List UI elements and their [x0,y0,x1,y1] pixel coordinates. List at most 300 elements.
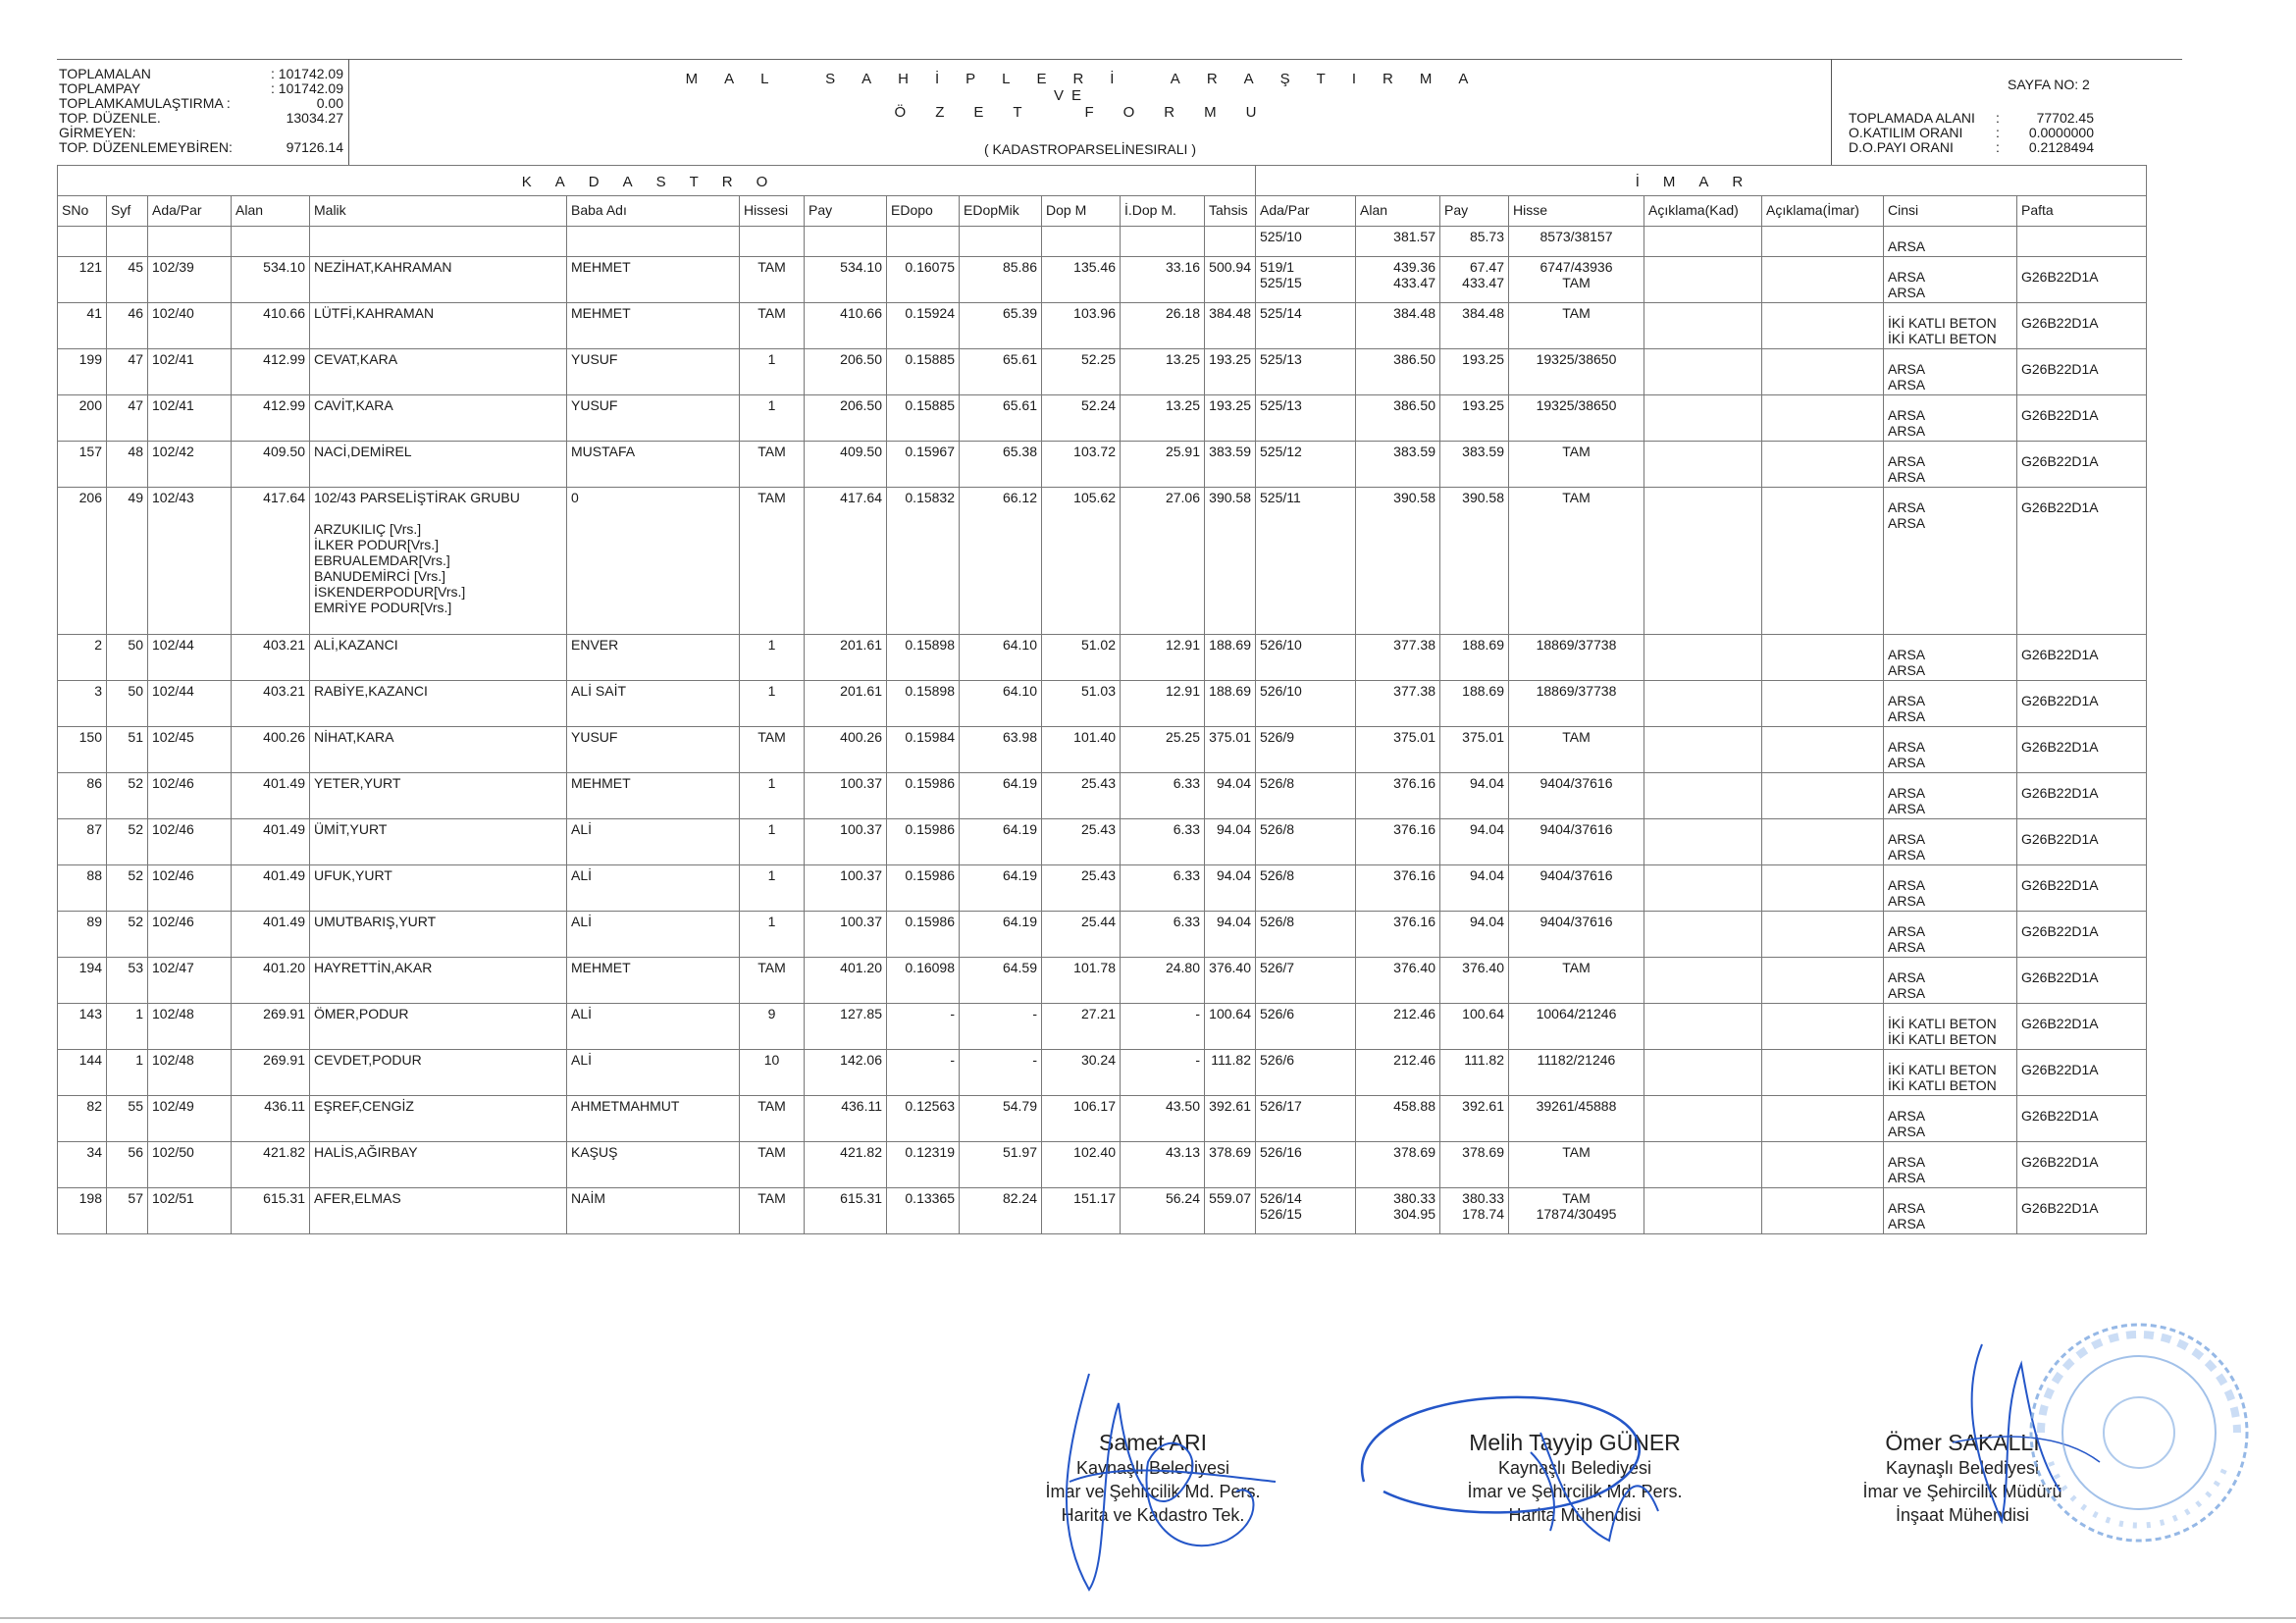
cell-edopmik: 65.61 [960,349,1042,395]
cell-hisse: TAM [740,958,805,1004]
column-header: Cinsi [1884,196,2017,227]
cell-cinsi: ARSA ARSA [1884,912,2017,958]
cell-aci [1762,257,1884,303]
imar-total-value: 77702.45 [2036,110,2094,126]
column-header: Baba Adı [567,196,740,227]
cell-dopm: 52.24 [1042,395,1121,442]
column-header: Hissesi [740,196,805,227]
cell-idop: 26.18 [1121,303,1205,349]
cell-i-pay: 94.04 [1440,819,1509,865]
cell-baba: MEHMET [567,958,740,1004]
cell-malik: AFER,ELMAS [310,1188,567,1234]
cell-edopmik: 66.12 [960,488,1042,635]
cell-cinsi: ARSA ARSA [1884,635,2017,681]
cell-i-adapar: 526/16 [1256,1142,1356,1188]
cell-syf: 50 [107,681,148,727]
cell-i-alan: 380.33 304.95 [1356,1188,1440,1234]
cell-edopo: 0.12563 [887,1096,960,1142]
cell-i-hisse: 10064/21246 [1509,1004,1644,1050]
cell-adapar: 102/50 [148,1142,232,1188]
cell-cinsi: ARSA ARSA [1884,727,2017,773]
title-line-1: MAL SAHİPLERİ ARAŞTIRMA [685,71,1495,87]
total-label: TOP. DÜZENLEMEYBİREN: [59,139,233,155]
cell-i-pay: 193.25 [1440,395,1509,442]
cell-i-adapar: 525/13 [1256,349,1356,395]
cell-i-alan: 376.40 [1356,958,1440,1004]
imar-section-header: İMAR [1256,166,2147,196]
cell-i-alan: 386.50 [1356,349,1440,395]
cell-syf: 55 [107,1096,148,1142]
signature-block-1 [1001,1429,1305,1527]
cell-i-hisse: 9404/37616 [1509,865,1644,912]
cell-i-pay: 100.64 [1440,1004,1509,1050]
cell-dopm: 30.24 [1042,1050,1121,1096]
cell-pay: 201.61 [805,635,887,681]
page-number: SAYFA NO: 2 [2008,77,2090,92]
cell-i-adapar: 525/11 [1256,488,1356,635]
cell-pafta: G26B22D1A [2017,727,2147,773]
column-header: Alan [232,196,310,227]
cell-baba: YUSUF [567,349,740,395]
cell-syf: 49 [107,488,148,635]
cell-cinsi: ARSA ARSA [1884,819,2017,865]
cell-adapar: 102/41 [148,349,232,395]
cell-edopmik: 63.98 [960,727,1042,773]
cell-hisse: TAM [740,257,805,303]
signer-line-1: Kaynaşlı Belediyesi [1497,1458,1652,1478]
cell-pafta: G26B22D1A [2017,1188,2147,1234]
column-header: Tahsis [1205,196,1256,227]
cell-i-pay: 94.04 [1440,865,1509,912]
title-block [348,59,1832,165]
table-row [58,1142,2147,1188]
cell-edopo: 0.15885 [887,349,960,395]
table-row [58,442,2147,488]
cell-malik: NİHAT,KARA [310,727,567,773]
cell-i-hisse: TAM [1509,1142,1644,1188]
cell-pay: 400.26 [805,727,887,773]
cell-i-adapar: 526/17 [1256,1096,1356,1142]
cell-adapar: 102/44 [148,635,232,681]
cell-edopmik: 51.97 [960,1142,1042,1188]
column-header: Malik [310,196,567,227]
cell-pay: 401.20 [805,958,887,1004]
cell-edopo: 0.16098 [887,958,960,1004]
cell-alan: 412.99 [232,395,310,442]
cell-cinsi: ARSA ARSA [1884,1142,2017,1188]
cell-ack [1644,727,1762,773]
cell-pafta: G26B22D1A [2017,958,2147,1004]
cell-dopm: 52.25 [1042,349,1121,395]
cell-dopm: 25.44 [1042,912,1121,958]
cell-idop: 12.91 [1121,681,1205,727]
cell-malik: HALİS,AĞIRBAY [310,1142,567,1188]
cell-i-adapar: 526/9 [1256,727,1356,773]
imar-total-row [1849,140,2094,155]
cell-hisse: 1 [740,349,805,395]
imar-total-value: 0.0000000 [2028,125,2094,140]
cell-hisse: TAM [740,303,805,349]
cell-hisse: 1 [740,773,805,819]
cell-idop: 6.33 [1121,912,1205,958]
cell-tahsis: 375.01 [1205,727,1256,773]
cell-dopm: 103.96 [1042,303,1121,349]
cell-i-adapar: 526/8 [1256,865,1356,912]
cell-i-pay: 384.48 [1440,303,1509,349]
column-header: Pay [805,196,887,227]
total-row [59,96,343,111]
cell-syf: 52 [107,773,148,819]
cell-cinsi: ARSA ARSA [1884,773,2017,819]
cell-i-hisse: 9404/37616 [1509,819,1644,865]
cell-pay: 436.11 [805,1096,887,1142]
cell-alan: 421.82 [232,1142,310,1188]
cell-cinsi: ARSA ARSA [1884,865,2017,912]
cell-dopm: 25.43 [1042,773,1121,819]
cell-sno: 194 [58,958,107,1004]
cell-dopm: 101.78 [1042,958,1121,1004]
cell-adapar: 102/44 [148,681,232,727]
table-row [58,1050,2147,1096]
cell-dopm: 102.40 [1042,1142,1121,1188]
total-label: TOPLAMKAMULAŞTIRMA : [59,95,231,111]
cell-edopo: 0.15986 [887,865,960,912]
cell-alan: 269.91 [232,1004,310,1050]
cell-i-alan: 383.59 [1356,442,1440,488]
cell-hisse: TAM [740,1142,805,1188]
column-header: İ.Dop M. [1121,196,1205,227]
cell-tahsis: 100.64 [1205,1004,1256,1050]
cell-malik: ÜMİT,YURT [310,819,567,865]
cell-tahsis: 94.04 [1205,773,1256,819]
cell-i-adapar: 526/6 [1256,1050,1356,1096]
cell-tahsis: 94.04 [1205,865,1256,912]
cell-i-alan: 381.57 [1356,227,1440,257]
cell-hisse: 9 [740,1004,805,1050]
cell-alan: 534.10 [232,257,310,303]
cell-aci [1762,349,1884,395]
signer-name: Samet ARI [1099,1430,1207,1455]
cell-aci [1762,958,1884,1004]
cell-ack [1644,227,1762,257]
cell-syf: 47 [107,349,148,395]
cell-baba: MEHMET [567,773,740,819]
colon: : [1996,139,2000,155]
cell-syf: 52 [107,819,148,865]
cell-alan: 401.49 [232,865,310,912]
cell-cinsi: ARSA ARSA [1884,349,2017,395]
cell-sno: 2 [58,635,107,681]
cell-pafta [2017,227,2147,257]
cell-aci [1762,681,1884,727]
cell-malik: CEVDET,PODUR [310,1050,567,1096]
cell-i-alan: 376.16 [1356,865,1440,912]
column-header: Pay [1440,196,1509,227]
cell-pay [805,227,887,257]
cell-i-pay: 392.61 [1440,1096,1509,1142]
cell-sno: 206 [58,488,107,635]
cell-sno: 157 [58,442,107,488]
cell-i-alan: 376.16 [1356,912,1440,958]
table-row [58,1188,2147,1234]
cell-cinsi: ARSA ARSA [1884,257,2017,303]
cell-edopmik: 65.39 [960,303,1042,349]
cell-i-adapar: 526/8 [1256,819,1356,865]
cell-sno: 3 [58,681,107,727]
table-row [58,303,2147,349]
cell-adapar: 102/43 [148,488,232,635]
cell-pafta: G26B22D1A [2017,681,2147,727]
cell-i-hisse: 19325/38650 [1509,395,1644,442]
cell-i-pay: 85.73 [1440,227,1509,257]
cell-i-alan: 384.48 [1356,303,1440,349]
cell-i-hisse: 18869/37738 [1509,681,1644,727]
cell-i-pay: 188.69 [1440,681,1509,727]
column-headers [58,196,2147,227]
cell-ack [1644,773,1762,819]
cell-baba: MEHMET [567,257,740,303]
cell-adapar: 102/46 [148,773,232,819]
cell-idop: 56.24 [1121,1188,1205,1234]
cell-edopmik: 82.24 [960,1188,1042,1234]
cell-i-hisse: 18869/37738 [1509,635,1644,681]
signature-block-2 [1413,1429,1737,1527]
signer-line-2: İmar ve Şehircilik Müdürü [1862,1482,2062,1501]
cell-idop: 6.33 [1121,773,1205,819]
cell-ack [1644,1050,1762,1096]
cell-syf [107,227,148,257]
cell-edopmik: - [960,1050,1042,1096]
cell-malik: ÖMER,PODUR [310,1004,567,1050]
cell-baba: ALİ [567,1004,740,1050]
cell-edopo: 0.15924 [887,303,960,349]
cell-edopo: 0.15967 [887,442,960,488]
column-header: EDopo [887,196,960,227]
total-row [59,111,343,140]
cell-i-pay: 111.82 [1440,1050,1509,1096]
cell-edopmik: 85.86 [960,257,1042,303]
table-row [58,349,2147,395]
cell-pafta: G26B22D1A [2017,1096,2147,1142]
cell-tahsis: 193.25 [1205,395,1256,442]
cell-baba: YUSUF [567,727,740,773]
cell-i-alan: 377.38 [1356,635,1440,681]
cell-dopm: 51.02 [1042,635,1121,681]
cell-i-hisse: 6747/43936 TAM [1509,257,1644,303]
cell-syf: 48 [107,442,148,488]
cell-cinsi: ARSA ARSA [1884,395,2017,442]
cell-edopmik: 64.19 [960,865,1042,912]
cell-pafta: G26B22D1A [2017,865,2147,912]
cell-pay: 201.61 [805,681,887,727]
cell-cinsi: ARSA [1884,227,2017,257]
cell-dopm: 105.62 [1042,488,1121,635]
cell-syf: 51 [107,727,148,773]
cell-hisse: 10 [740,1050,805,1096]
cell-baba: MEHMET [567,303,740,349]
cell-pay: 127.85 [805,1004,887,1050]
cell-aci [1762,488,1884,635]
cell-edopmik: 54.79 [960,1096,1042,1142]
cell-pay: 206.50 [805,349,887,395]
cell-idop: 6.33 [1121,865,1205,912]
cell-cinsi: İKİ KATLI BETON İKİ KATLI BETON [1884,1004,2017,1050]
cell-edopmik: 65.61 [960,395,1042,442]
cell-edopmik [960,227,1042,257]
cell-baba: ALİ [567,819,740,865]
cell-syf: 47 [107,395,148,442]
cell-adapar: 102/46 [148,865,232,912]
cell-tahsis: 94.04 [1205,912,1256,958]
total-row [59,67,343,81]
cell-i-pay: 390.58 [1440,488,1509,635]
cell-pafta: G26B22D1A [2017,349,2147,395]
title-ve: VE [1054,87,1090,104]
cell-hisse: TAM [740,488,805,635]
cell-ack [1644,488,1762,635]
cell-pafta: G26B22D1A [2017,1050,2147,1096]
cell-alan: 410.66 [232,303,310,349]
cell-dopm: 106.17 [1042,1096,1121,1142]
cell-tahsis [1205,227,1256,257]
cell-edopmik: 64.59 [960,958,1042,1004]
cell-baba: ALİ SAİT [567,681,740,727]
cell-edopmik: 64.19 [960,819,1042,865]
table-row [58,395,2147,442]
cell-sno: 150 [58,727,107,773]
total-row [59,81,343,96]
cell-pafta: G26B22D1A [2017,912,2147,958]
totals-block [59,67,343,155]
cell-syf: 1 [107,1050,148,1096]
cell-i-pay: 383.59 [1440,442,1509,488]
cell-pay: 142.06 [805,1050,887,1096]
cell-pay: 615.31 [805,1188,887,1234]
total-label: TOP. DÜZENLE. GİRMEYEN: [59,110,161,140]
cell-edopmik: 64.10 [960,635,1042,681]
cell-dopm: 25.43 [1042,819,1121,865]
cell-ack [1644,681,1762,727]
cell-cinsi: ARSA ARSA [1884,488,2017,635]
cell-adapar: 102/48 [148,1004,232,1050]
cell-i-adapar: 526/7 [1256,958,1356,1004]
cell-pay: 534.10 [805,257,887,303]
cell-dopm: 101.40 [1042,727,1121,773]
cell-ack [1644,257,1762,303]
cell-ack [1644,303,1762,349]
cell-cinsi: İKİ KATLI BETON İKİ KATLI BETON [1884,303,2017,349]
cell-i-hisse: TAM [1509,727,1644,773]
cell-idop: 27.06 [1121,488,1205,635]
cell-tahsis: 384.48 [1205,303,1256,349]
cell-hisse: 1 [740,912,805,958]
cell-adapar: 102/46 [148,819,232,865]
cell-i-adapar: 526/10 [1256,635,1356,681]
cell-pay: 100.37 [805,865,887,912]
total-row [59,140,343,155]
cell-pafta: G26B22D1A [2017,773,2147,819]
cell-baba: 0 [567,488,740,635]
cell-sno: 200 [58,395,107,442]
cell-malik: NEZİHAT,KAHRAMAN [310,257,567,303]
cell-sno: 121 [58,257,107,303]
table-row [58,1004,2147,1050]
cell-malik: CEVAT,KARA [310,349,567,395]
total-value: : 101742.09 [271,80,343,96]
cell-hisse: TAM [740,1188,805,1234]
cell-i-adapar: 525/12 [1256,442,1356,488]
cell-i-alan: 376.16 [1356,819,1440,865]
cell-malik: ALİ,KAZANCI [310,635,567,681]
cell-edopmik: 64.19 [960,912,1042,958]
cell-pay: 100.37 [805,819,887,865]
cell-dopm: 25.43 [1042,865,1121,912]
cell-dopm: 51.03 [1042,681,1121,727]
cell-tahsis: 188.69 [1205,681,1256,727]
cell-ack [1644,958,1762,1004]
cell-i-alan: 212.46 [1356,1004,1440,1050]
cell-cinsi: ARSA ARSA [1884,958,2017,1004]
imar-total-value: 0.2128494 [2028,139,2094,155]
cell-i-hisse: 11182/21246 [1509,1050,1644,1096]
cell-cinsi: ARSA ARSA [1884,1188,2017,1234]
signer-line-2: İmar ve Şehircilik Md. Pers. [1045,1482,1261,1501]
cell-alan: 401.49 [232,819,310,865]
cell-baba: KAŞUŞ [567,1142,740,1188]
signer-line-1: Kaynaşlı Belediyesi [1885,1458,2040,1478]
cell-edopo: 0.13365 [887,1188,960,1234]
cell-ack [1644,1142,1762,1188]
total-label: TOPLAMALAN [59,66,151,81]
cell-aci [1762,227,1884,257]
cell-pay: 100.37 [805,912,887,958]
cell-sno: 41 [58,303,107,349]
cell-edopo: 0.12319 [887,1142,960,1188]
cell-edopo: - [887,1004,960,1050]
column-header: SNo [58,196,107,227]
column-header: Açıklama(İmar) [1762,196,1884,227]
cell-idop: 12.91 [1121,635,1205,681]
cell-malik: UMUTBARIŞ,YURT [310,912,567,958]
cell-idop: 25.25 [1121,727,1205,773]
cell-i-pay: 188.69 [1440,635,1509,681]
cell-alan: 403.21 [232,681,310,727]
table-row [58,819,2147,865]
cell-hisse: TAM [740,442,805,488]
cell-pay: 417.64 [805,488,887,635]
cell-i-adapar: 526/6 [1256,1004,1356,1050]
signer-name: Melih Tayyip GÜNER [1469,1430,1681,1455]
cell-i-alan: 376.16 [1356,773,1440,819]
cell-i-hisse: TAM [1509,303,1644,349]
cell-ack [1644,635,1762,681]
cell-edopo: 0.15832 [887,488,960,635]
cell-hisse [740,227,805,257]
imar-total-row [1849,111,2094,126]
cell-i-adapar: 525/13 [1256,395,1356,442]
cell-pay: 421.82 [805,1142,887,1188]
cell-cinsi: ARSA ARSA [1884,1096,2017,1142]
cell-edopmik: 64.19 [960,773,1042,819]
cell-idop: - [1121,1050,1205,1096]
cell-tahsis: 559.07 [1205,1188,1256,1234]
imar-total-label: TOPLAMADA ALANI [1849,110,1975,126]
cell-idop: 24.80 [1121,958,1205,1004]
cell-malik: NACİ,DEMİREL [310,442,567,488]
cell-cinsi: ARSA ARSA [1884,442,2017,488]
cell-pafta: G26B22D1A [2017,257,2147,303]
cell-sno: 89 [58,912,107,958]
